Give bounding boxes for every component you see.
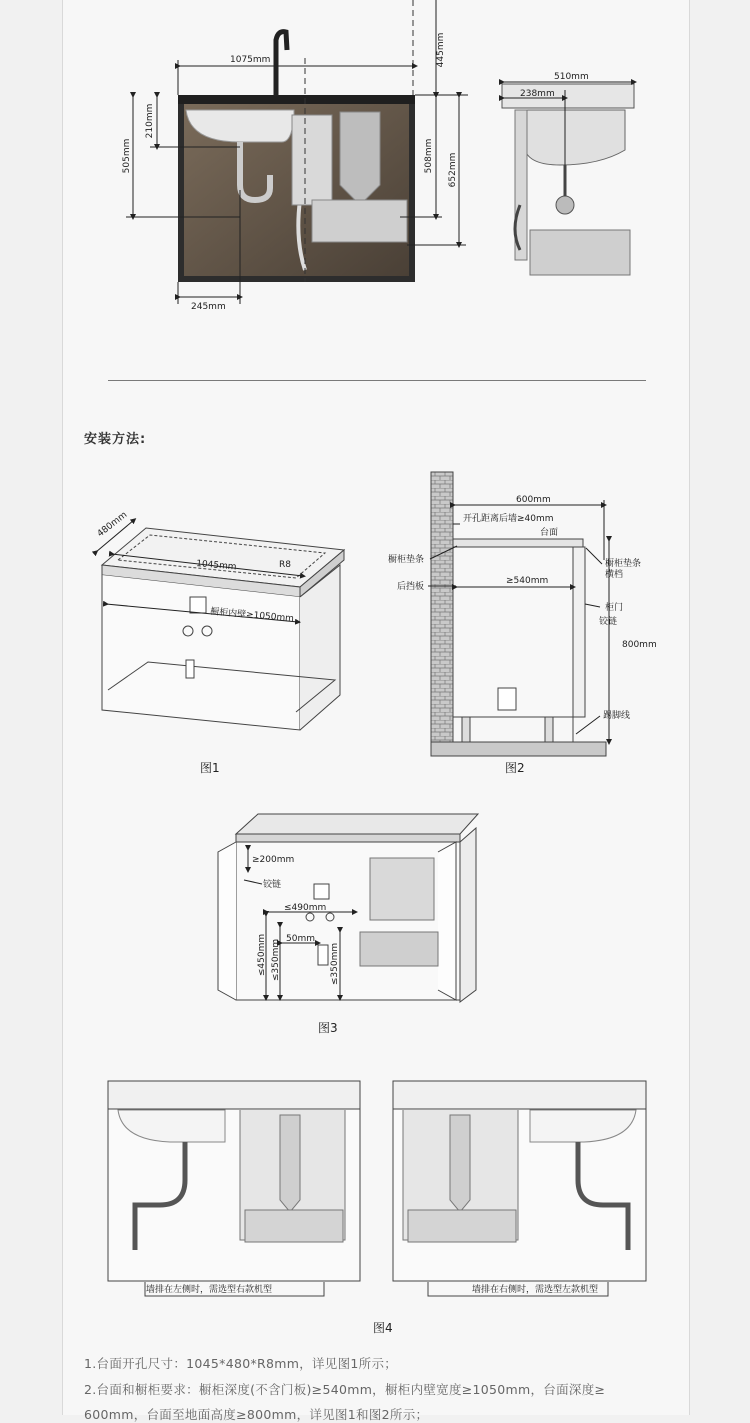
fig3-countertop (236, 814, 478, 834)
fig2-floor (431, 742, 606, 756)
fig3-base (360, 932, 438, 966)
fig1-socket (190, 597, 206, 613)
fig2-strip-right-leader (586, 548, 602, 564)
dim-1045-text: 1045mm (195, 559, 237, 573)
fig2-door-leader (585, 604, 600, 607)
section-divider (108, 380, 646, 381)
dim-50-text: 50mm (286, 934, 315, 944)
note-line-3: 600mm，台面至地面高度≥800mm，详见图1和图2所示； (84, 1407, 429, 1422)
note-line-2: 2.台面和橱柜要求：橱柜深度(不含门板)≥540mm，橱柜内壁宽度≥1050mm，台面深度≥ (84, 1382, 606, 1397)
dim-480-text: 480mm (95, 510, 130, 540)
fig4-left-top (108, 1081, 360, 1109)
figure-3 (218, 814, 478, 1035)
fig1-drain (186, 660, 194, 678)
fig2-wall (431, 472, 453, 752)
fig4-caption: 图4 (373, 1321, 393, 1335)
fig2-countertop (453, 539, 583, 547)
figure-4 (108, 1081, 646, 1335)
fig4-right-base (408, 1210, 516, 1242)
fig2-kick-label: 踢脚线 (603, 711, 631, 721)
fig3-hinge-label: 铰链 (263, 880, 282, 890)
fig1-caption: 图1 (200, 761, 220, 775)
fig4-right-tank (450, 1115, 470, 1212)
dim-652-text: 652mm (448, 152, 458, 188)
dim-800-text: 800mm (622, 640, 657, 650)
countertop (178, 95, 415, 104)
dim-600-text: 600mm (516, 495, 551, 505)
dim-1075-text: 1075mm (230, 55, 271, 65)
fig2-crossbar: 横档 (605, 570, 624, 580)
install-title: 安装方法: (84, 432, 147, 447)
faucet (276, 32, 287, 96)
fig3-caption: 图3 (318, 1021, 338, 1035)
dim-505-text: 505mm (122, 138, 132, 174)
dim-510-text: 510mm (554, 72, 589, 82)
fig3-left-door (218, 842, 236, 1000)
fig4-right-note: 墙排在右侧时，需选型左款机型 (472, 1285, 599, 1295)
dim-450-text: ≤450mm (257, 933, 267, 977)
fig1-inner-wall-text: 橱柜内壁≥1050mm (209, 607, 295, 625)
fig3-tank (370, 858, 434, 920)
fig2-strip-right: 橱柜垫条 (605, 559, 642, 569)
fig2-leg-2 (545, 717, 553, 742)
fig2-back-panel: 后挡板 (397, 582, 425, 592)
filter-tank (340, 112, 380, 205)
fig3-drain (318, 945, 328, 965)
note-line-1: 1.台面开孔尺寸：1045*480*R8mm，详见图1所示； (84, 1356, 398, 1371)
fig3-countertop-front (236, 834, 460, 842)
machine-body (292, 115, 332, 205)
fig2-countertop-label: 台面 (540, 528, 559, 538)
fig2-door-label: 柜门 (605, 603, 624, 613)
fig4-right-top (393, 1081, 646, 1109)
figure-1 (96, 510, 344, 775)
side-sink (520, 110, 625, 165)
side-base (530, 230, 630, 275)
side-pipe-joint (556, 196, 574, 214)
dim-490-text: ≤490mm (284, 903, 327, 913)
fig2-door (573, 547, 585, 717)
fig4-left-tank (280, 1115, 300, 1212)
machine-base (312, 200, 407, 242)
dim-350a-text: ≤350mm (271, 938, 281, 982)
fig2-drain (498, 688, 516, 710)
figure-2 (388, 472, 657, 775)
fig3-right-door (438, 842, 456, 1000)
fig2-cabinet (453, 547, 583, 717)
fig2-strip-left: 橱柜垫条 (388, 555, 425, 565)
fig2-leg-1 (462, 717, 470, 742)
dim-238-text: 238mm (520, 89, 555, 99)
fig2-hinge-label: 铰链 (599, 617, 618, 627)
dim-200-text: ≥200mm (252, 855, 295, 865)
dim-540-text: ≥540mm (506, 576, 549, 586)
front-view-diagram (122, 0, 468, 312)
side-view-diagram (502, 72, 634, 275)
dim-350b-text: ≤350mm (330, 942, 340, 986)
dim-210-text: 210mm (145, 103, 155, 139)
fig1-r8-text: R8 (279, 560, 291, 570)
fig4-left-base (245, 1210, 343, 1242)
dim-508-text: 508mm (424, 138, 434, 174)
fig2-caption: 图2 (505, 761, 525, 775)
dim-245-text: 245mm (191, 302, 226, 312)
fig3-side (460, 828, 476, 1002)
dim-445-text: 445mm (436, 32, 446, 68)
fig2-kick-leader (576, 716, 600, 734)
fig4-left-note: 墙排在左侧时，需选型右款机型 (146, 1285, 273, 1295)
fig3-socket (314, 884, 329, 899)
fig2-hole-dist: 开孔距离后墙≥40mm (463, 514, 554, 524)
